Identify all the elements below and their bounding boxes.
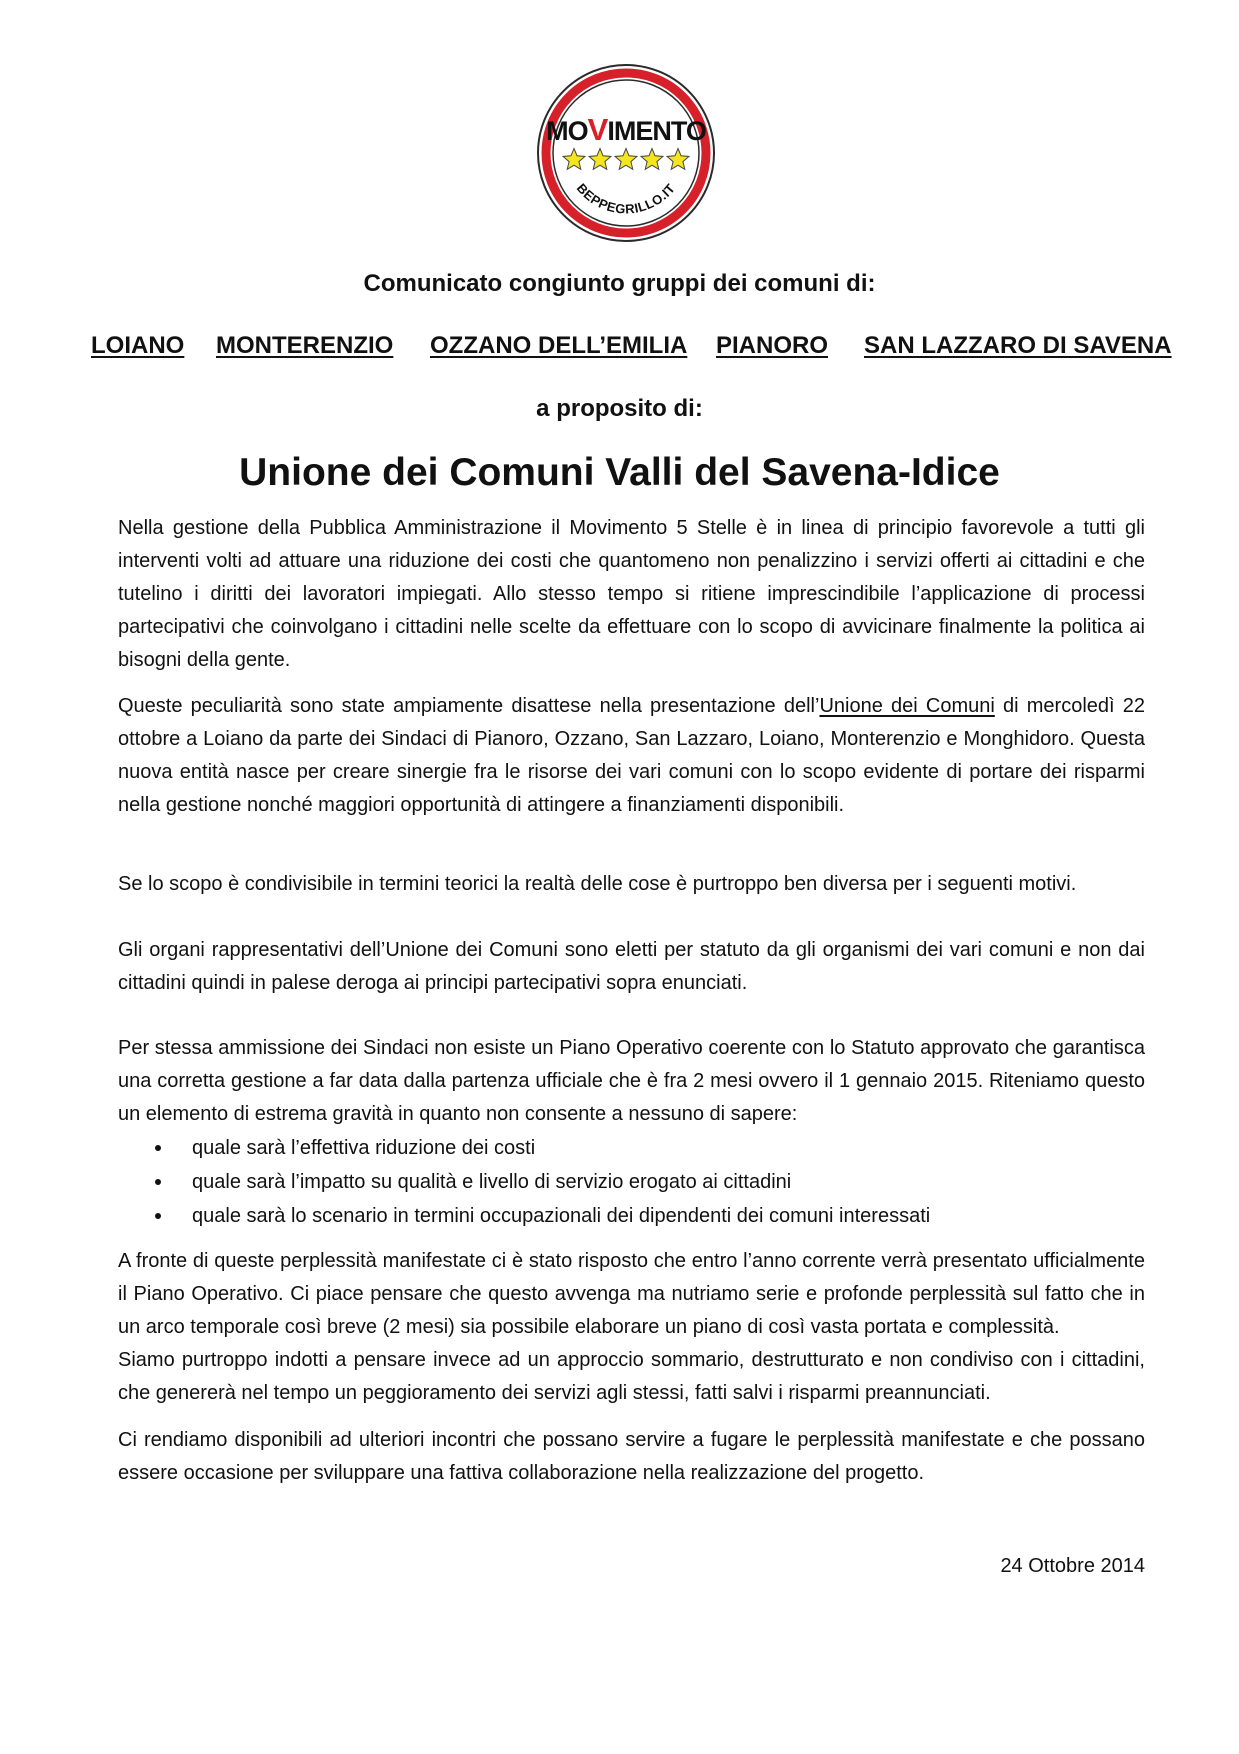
bullet-item bbox=[118, 1131, 1145, 1165]
paragraph-2-after: di mercoledì 22 ottobre a Loiano da parte dei Sindaci di Pianoro, Ozzano, San Lazzaro, Loiano, Monterenzio e Monghidoro. Questa nuova entità nasce per creare sinergie fra le risorse dei vari comuni con lo scopo evidente di portare dei risparmi nella gestione nonché maggiori opportunità di attingere a finanziamenti disponibili. bbox=[118, 695, 1145, 816]
municipality-ozzano: OZZANO DELL’EMILIA bbox=[430, 332, 688, 359]
paragraph-2 bbox=[118, 690, 1145, 822]
subheading: a proposito di: bbox=[536, 395, 703, 422]
bullet-text: quale sarà lo scenario in termini occupazionali dei dipendenti dei comuni interessati bbox=[192, 1205, 931, 1227]
communique-heading: Comunicato congiunto gruppi dei comuni di: bbox=[363, 270, 876, 297]
logo-text-imento: IMENTO bbox=[607, 116, 706, 146]
logo-text-beppegrillo: BEPPEGRILLO.IT bbox=[573, 180, 679, 217]
document-date: 24 Ottobre 2014 bbox=[1000, 1555, 1145, 1577]
bullet-item bbox=[118, 1165, 1145, 1199]
bullet-list bbox=[118, 1131, 1145, 1233]
municipality-loiano: LOIANO bbox=[91, 332, 185, 359]
movimento-5-stelle-logo bbox=[535, 62, 717, 244]
paragraph-1: Nella gestione della Pubblica Amministrazione il Movimento 5 Stelle è in linea di principio favorevole a tutti gli interventi volti ad attuare una riduzione dei costi che quantomeno non penalizzino i servizi offerti ai cittadini e che tutelino i diritti dei lavoratori impiegati. Allo stesso tempo si ritiene imprescindibile l’applicazione di processi partecipativi che coinvolgano i cittadini nelle scelte da effettuare con lo scopo di avvicinare finalmente la politica ai bisogni della gente. bbox=[118, 517, 1145, 671]
bullet-icon bbox=[155, 1179, 161, 1185]
document-title: Unione dei Comuni Valli del Savena-Idice bbox=[239, 451, 1000, 494]
municipalities-row bbox=[91, 329, 1181, 363]
municipality-san-lazzaro: SAN LAZZARO DI SAVENA bbox=[864, 332, 1172, 359]
paragraph-6a: A fronte di queste perplessità manifestate ci è stato risposto che entro l’anno corrente verrà presentato ufficialmente il Piano Operativo. Ci piace pensare che questo avvenga ma nutriamo serie e profonde perplessità sul fatto che in un arco temporale così breve (2 mesi) sia possibile elaborare un piano di così vasta portata e complessità. bbox=[118, 1250, 1145, 1338]
municipality-pianoro: PIANORO bbox=[716, 332, 829, 359]
municipality-monterenzio: MONTERENZIO bbox=[216, 332, 394, 359]
bullet-item bbox=[118, 1199, 1145, 1233]
bullet-icon bbox=[155, 1145, 161, 1151]
paragraph-6b: Siamo purtroppo indotti a pensare invece ad un approccio sommario, destrutturato e non condiviso con i cittadini, che genererà nel tempo un peggioramento dei servizi agli stessi, fatti salvi i risparmi preannunciati. bbox=[118, 1349, 1145, 1404]
bullet-text: quale sarà l’impatto su qualità e livello di servizio erogato ai cittadini bbox=[192, 1171, 792, 1193]
bullet-text: quale sarà l’effettiva riduzione dei costi bbox=[192, 1137, 536, 1159]
svg-text:MOVIMENTO bbox=[546, 112, 706, 147]
paragraph-7: Ci rendiamo disponibili ad ulteriori incontri che possano servire a fugare le perplessità manifestate e che possano essere occasione per sviluppare una fattiva collaborazione nella realizzazione del progetto. bbox=[118, 1429, 1145, 1484]
bullet-icon bbox=[155, 1213, 161, 1219]
paragraph-3: Se lo scopo è condivisibile in termini teorici la realtà delle cose è purtroppo ben diversa per i seguenti motivi. bbox=[118, 873, 1077, 895]
unione-dei-comuni-link: Unione dei Comuni bbox=[819, 695, 995, 717]
paragraph-4: Gli organi rappresentativi dell’Unione dei Comuni sono eletti per statuto da gli organismi dei vari comuni e non dai cittadini quindi in palese deroga ai principi partecipativi sopra enunciati. bbox=[118, 939, 1145, 994]
logo-text-v: V bbox=[587, 112, 608, 147]
paragraph-2-before: Queste peculiarità sono state ampiamente disattese nella presentazione dell’ bbox=[118, 695, 820, 717]
logo-text-mo: MO bbox=[546, 116, 588, 146]
paragraph-5: Per stessa ammissione dei Sindaci non esiste un Piano Operativo coerente con lo Statuto approvato che garantisca una corretta gestione a far data dalla partenza ufficiale che è fra 2 mesi ovvero il 1 gennaio 2015. Riteniamo questo un elemento di estrema gravità in quanto non consente a nessuno di sapere: bbox=[118, 1037, 1145, 1125]
